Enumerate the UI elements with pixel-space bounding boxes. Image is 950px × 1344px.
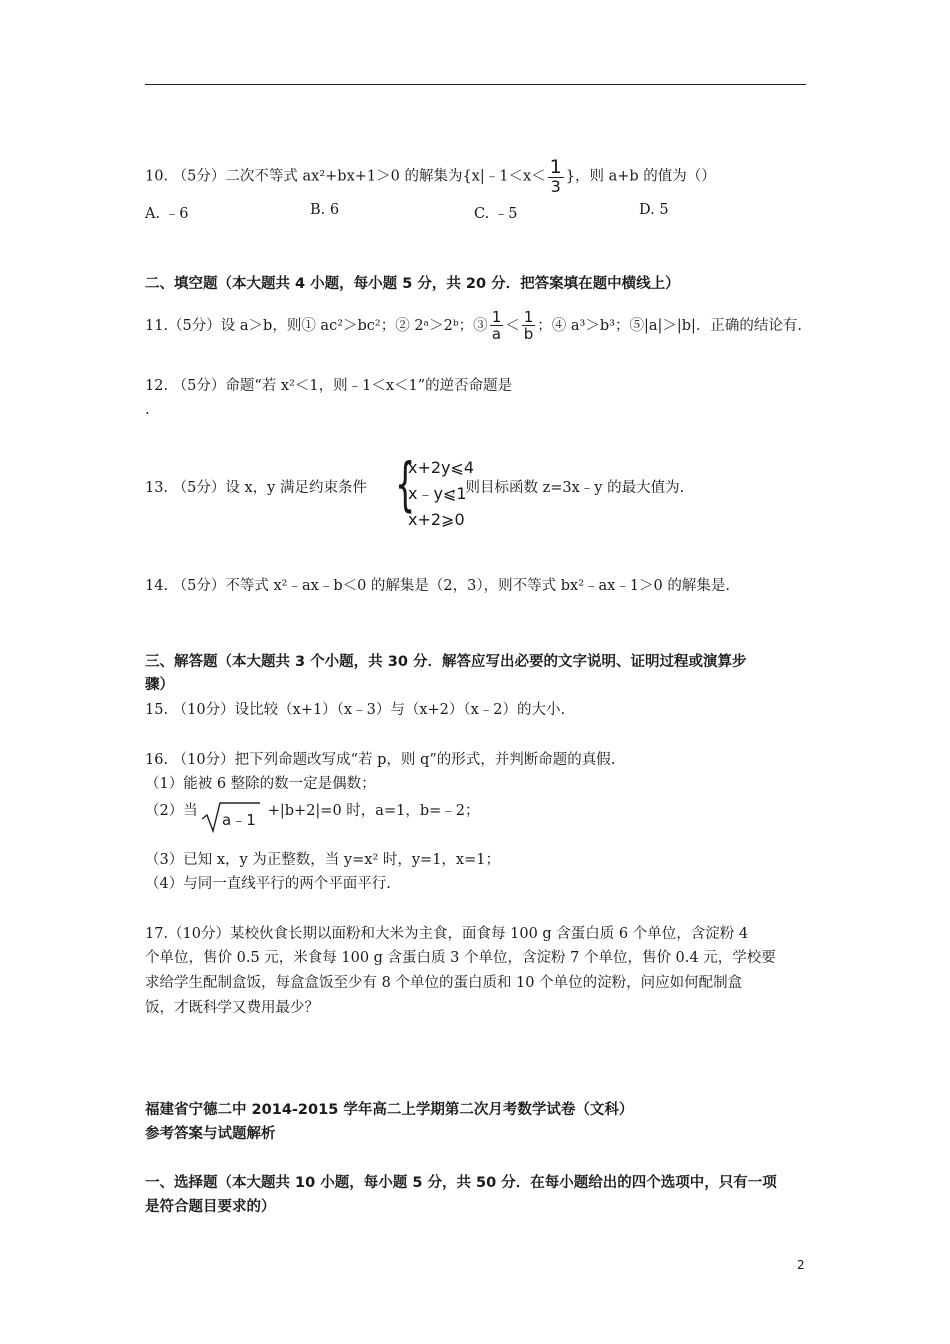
question-10-text-end: }，则 a+b 的值为（） (565, 168, 716, 185)
question-12: 12. （5分）命题“若 x²＜1，则﹣1＜x＜1”的逆否命题是 (145, 378, 513, 394)
section-3-title-cont: 骤） (145, 677, 174, 693)
page-number: 2 (797, 1258, 805, 1272)
fraction-1-over-b: $\frac{1}{b}$ (523, 308, 534, 343)
sqrt-radicand: a﹣1 (222, 811, 256, 829)
option-b: B. 6 (310, 202, 340, 218)
question-11: 11.（5分）设 a＞b，则① ac²＞bc²；② 2ᵃ＞2ᵇ；③ $\frac{1}{a}$ ＜ $\frac{1}{b}$ ；④ a³＞b³；⑤|a|＞|b|．正确的结论有. (145, 308, 803, 343)
question-13: 13. （5分）设 x，y 满足约束条件 ，则目标函数 z=3x﹣y 的最大值为. (145, 480, 685, 496)
section-1-title: 一、选择题（本大题共 10 小题，每小题 5 分，共 50 分．在每小题给出的四个选项中，只有一项 (145, 1175, 777, 1191)
question-16-item-3: （3）已知 x，y 为正整数，当 y=x² 时，y=1，x=1； (145, 852, 500, 868)
question-14: 14. （5分）不等式 x²﹣ax﹣b＜0 的解集是（2，3），则不等式 bx²﹣ax﹣1＞0 的解集是. (145, 578, 731, 594)
option-a: A. ﹣6 (145, 206, 189, 222)
answer-title: 福建省宁德二中 2014-2015 学年高二上学期第二次月考数学试卷（文科） (145, 1102, 634, 1118)
question-12-blank: . (145, 402, 150, 418)
constraint-2: x﹣y⩽1 (408, 484, 467, 503)
question-17-line-2: 个单位，售价 0.5 元，米食每 100 g 含蛋白质 3 个单位，含淀粉 7 个单位，售价 0.4 元，学校要 (145, 950, 776, 966)
question-17-line-4: 饭，才既科学又费用最少？ (145, 1000, 319, 1016)
question-17-line-3: 求给学生配制盒饭，每盒盒饭至少有 8 个单位的蛋白质和 10 个单位的淀粉，问应如何配制盒 (145, 975, 743, 991)
question-16: 16. （10分）把下列命题改写成“若 p，则 q”的形式，并判断命题的真假. (145, 752, 616, 768)
constraint-3: x+2⩾0 (408, 510, 465, 529)
question-10-text: 10. （5分）二次不等式 ax²+bx+1＞0 的解集为{x|﹣1＜x＜ (145, 168, 546, 185)
section-2-title: 二、填空题（本大题共 4 小题，每小题 5 分，共 20 分．把答案填在题中横线上） (145, 276, 680, 292)
section-3-title: 三、解答题（本大题共 3 个小题，共 30 分．解答应写出必要的文字说明、证明过程或演算步 (145, 654, 747, 670)
option-d: D. 5 (639, 202, 669, 218)
question-16-item-4: （4）与同一直线平行的两个平面平行. (145, 876, 391, 892)
question-16-item-1: （1）能被 6 整除的数一定是偶数； (145, 776, 376, 792)
question-10 (145, 158, 716, 195)
question-15: 15. （10分）设比较（x+1）（x﹣3）与（x+2）（x﹣2）的大小. (145, 702, 566, 718)
constraint-1: x+2y⩽4 (408, 458, 475, 477)
answer-subtitle: 参考答案与试题解析 (145, 1126, 276, 1142)
header-rule (145, 84, 806, 85)
fraction-one-third: $\frac{1}{3}$ (549, 156, 562, 196)
section-1-title-cont: 是符合题目要求的） (145, 1199, 276, 1215)
question-17-line-1: 17.（10分）某校伙食长期以面粉和大米为主食，面食每 100 g 含蛋白质 6 个单位，含淀粉 4 (145, 926, 749, 942)
constraint-brace: { (395, 450, 416, 518)
question-16-item-2: （2）当 +|b+2|=0 时，a=1，b=﹣2； (145, 803, 480, 819)
fraction-1-over-a: $\frac{1}{a}$ (491, 308, 502, 343)
option-c: C. ﹣5 (474, 206, 518, 222)
constraint-system (408, 455, 474, 533)
